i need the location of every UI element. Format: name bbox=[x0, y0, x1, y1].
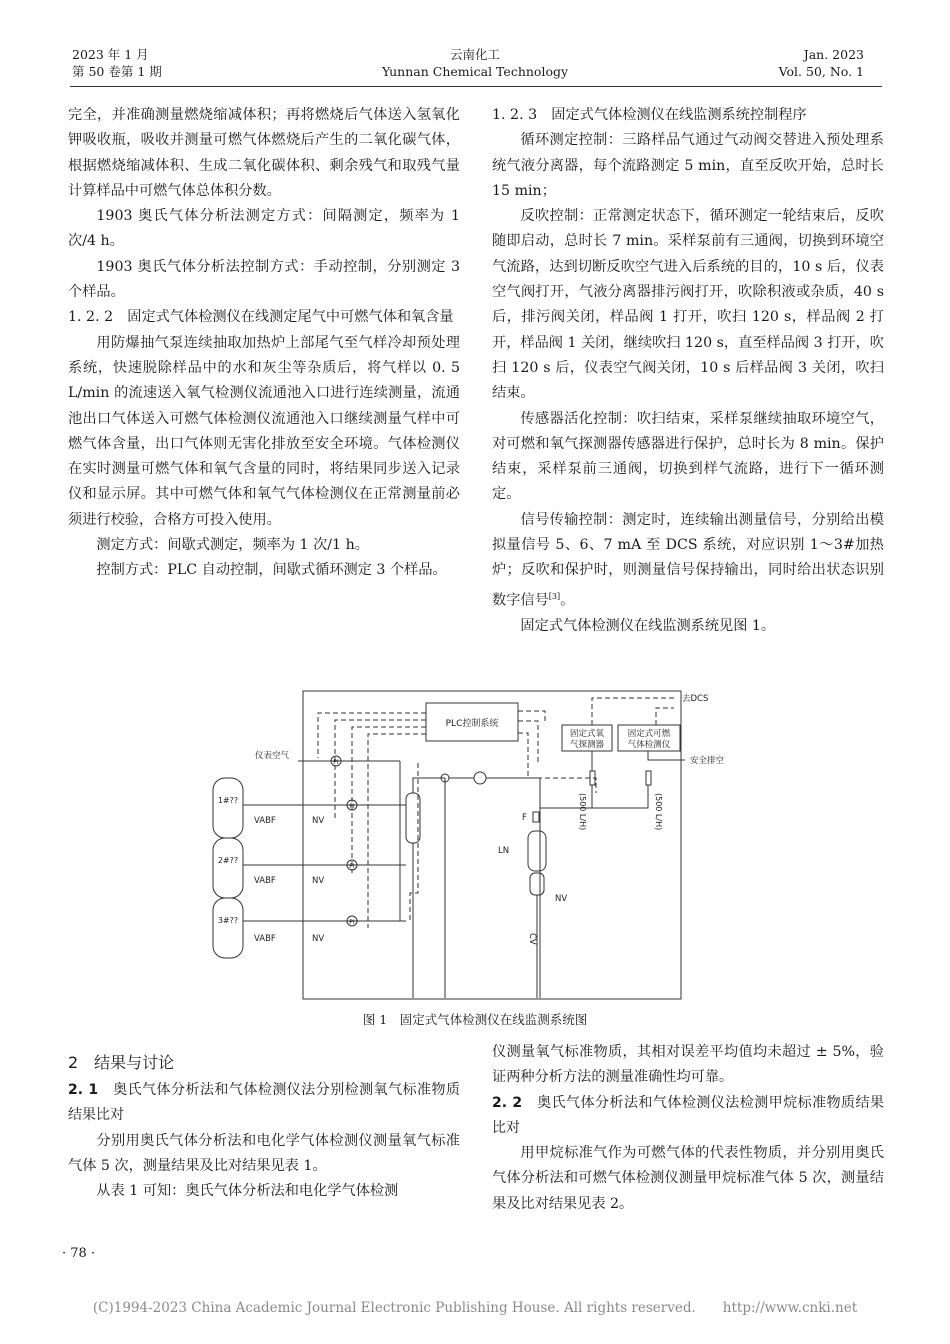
right-column-bottom bbox=[492, 1040, 884, 1217]
sample-manifold bbox=[400, 761, 406, 921]
nv-drain-label: NV bbox=[555, 894, 568, 904]
nv-1-label: NV bbox=[312, 816, 325, 826]
vabf-2-label: VABF bbox=[254, 876, 276, 886]
header-rule bbox=[70, 86, 882, 87]
volume-issue: 第 50 卷第 1 期 bbox=[72, 64, 162, 79]
paragraph: 用防爆抽气泵连续抽取加热炉上部尾气至气样冷却预处理系统，快速脱除样品中的水和灰尘等杂质后，将气样以 0. 5 L/min 的流速送入氧气检测仪流通池入口进行连续测量，流通池出口气体送入可燃气体检测仪流通池入口继续测量气样中可燃气体含量，出口气体则无害化排放至安全环境。气体检测仪在实时测量可燃气体和氧气含量的同时，将结果同步送入记录仪和显示屏。其中可燃气体和氧气气体检测仪在正常测量前必须进行校验，合格方可投入使用。 bbox=[68, 334, 460, 528]
paragraph: 1903 奥氏气体分析法控制方式：手动控制，分别测定 3 个样品。 bbox=[68, 258, 460, 301]
subsection-heading-1-2-3: 1. 2. 3 固定式气体检测仪在线监测系统控制程序 bbox=[492, 107, 807, 123]
issue-date-en: Jan. 2023 bbox=[803, 47, 864, 62]
furnace-3 bbox=[213, 898, 400, 958]
nv-3-label: NV bbox=[312, 934, 325, 944]
nv-2-label: NV bbox=[312, 876, 325, 886]
furnace-2-label: 2#?? bbox=[217, 856, 239, 865]
cooler bbox=[528, 831, 546, 871]
cv-label: CV bbox=[527, 933, 537, 945]
plc-label: PLC控制系统 bbox=[445, 719, 499, 729]
flow-rate-1: (500 L/H) bbox=[578, 793, 587, 831]
issue-date: 2023 年 1 月 bbox=[72, 47, 149, 62]
pump-lines bbox=[445, 778, 540, 998]
furnace-1 bbox=[213, 778, 400, 838]
paragraph: 循环测定控制：三路样品气通过气动阀交替进入预处理系统气液分离器，每个流路测定 5 min，直至反吹开始，总时长 15 min； bbox=[492, 132, 884, 199]
left-column-bottom bbox=[68, 1048, 460, 1204]
volume-issue-en: Vol. 50, No. 1 bbox=[778, 64, 864, 79]
paragraph: 信号传输控制：测定时，连续输出测量信号，分别给出模拟量信号 5、6、7 mA 至 DCS 系统，对应识别 1～3#加热炉；反吹和保护时，则测量信号保持输出，同时给出状态识别数字信号[3]。 bbox=[492, 511, 884, 609]
page-number: · 78 · bbox=[62, 1246, 96, 1261]
left-column-top bbox=[68, 103, 460, 584]
subsection-heading-1-2-2: 1. 2. 2 固定式气体检测仪在线测定尾气中可燃气体和氧含量 bbox=[68, 309, 454, 326]
subsection-number: 2. 2 bbox=[492, 1094, 523, 1111]
o2-detector-label-2: 气探测器 bbox=[569, 740, 605, 750]
vent-line bbox=[648, 751, 685, 760]
paragraph: 固定式气体检测仪在线监测系统见图 1。 bbox=[520, 617, 776, 634]
vabf-3-label: VABF bbox=[254, 934, 276, 944]
furnace-3-label: 3#?? bbox=[217, 916, 239, 925]
furnace-1-label: 1#?? bbox=[217, 796, 239, 805]
vabf-1-label: VABF bbox=[254, 816, 276, 826]
to-dcs-label: 去DCS bbox=[682, 694, 709, 704]
citation-ref[interactable]: [3] bbox=[548, 591, 561, 601]
section-heading: 2 结果与讨论 bbox=[68, 1053, 175, 1072]
control-signal-lines bbox=[318, 698, 674, 928]
combustible-detector-label-2: 气体检测仪 bbox=[627, 740, 671, 750]
furnace-2 bbox=[213, 838, 400, 898]
flow-rate-2: (500 L/H) bbox=[654, 793, 663, 831]
subsection-title: 奥氏气体分析法和气体检测仪法分别检测氧气标准物质结果比对 bbox=[68, 1082, 460, 1124]
paragraph: 分别用奥氏气体分析法和电化学气体检测仪测量氧气标准气体 5 次，测量结果及比对结果见表 1。 bbox=[68, 1132, 460, 1174]
detector-lines bbox=[540, 751, 648, 838]
paragraph: 完全，并准确测量燃烧缩减体积；再将燃烧后气体送入氢氧化钾吸收瓶，吸收并测量可燃气体燃烧后产生的二氧化碳气体，根据燃烧缩减体积、生成二氧化碳体积、剩余残气和取残气量计算样品中可燃气体总体积分数。 bbox=[68, 107, 460, 199]
flowmeter-2 bbox=[646, 771, 651, 785]
paragraph: 测定方式：间歇式测定，频率为 1 次/1 h。 bbox=[96, 537, 369, 554]
monitoring-system-diagram bbox=[200, 683, 755, 1005]
subsection-heading-2-1 bbox=[68, 1078, 460, 1129]
paragraph-text: 信号传输控制：测定时，连续输出测量信号，分别给出模拟量信号 5、6、7 mA 至 DCS 系统，对应识别 1～3#加热炉；反吹和保护时，则测量信号保持输出，同时给出状态识别数字信号 bbox=[492, 511, 884, 609]
safe-vent-label: 安全排空 bbox=[690, 756, 725, 766]
subsection-title: 奥氏气体分析法和气体检测仪法检测甲烷标准物质结果比对 bbox=[492, 1094, 884, 1136]
instrument-air-label: 仪表空气 bbox=[255, 751, 290, 761]
paragraph: 反吹控制：正常测定状态下，循环测定一轮结束后，反吹随即启动，总时长 7 min。采样泵前有三通阀，切换到环境空气流路，达到切断反吹空气进入后系统的目的，10 s 后，仪表空气阀打开，气液分离器排污阀打开，吹除积液或杂质，40 s 后，排污阀关闭，样品阀 1 打开，吹扫 120 s，样品阀 2 打开，样品阀 1 关闭，继续吹扫 120 s，直至样品阀 3 打开，吹扫 120 s 后，仪表空气阀关闭，10 s 后样品阀 3 关闭，吹扫结束。 bbox=[492, 208, 884, 402]
journal-title-cn: 云南化工 bbox=[449, 47, 500, 62]
enclosure-frame bbox=[303, 691, 681, 999]
paragraph: 从表 1 可知：奥氏气体分析法和电化学气体检测 bbox=[96, 1183, 399, 1200]
o2-detector-label-1: 固定式氧 bbox=[569, 729, 605, 739]
journal-title-en: Yunnan Chemical Technology bbox=[381, 64, 569, 79]
combustible-detector-label-1: 固定式可燃 bbox=[627, 729, 671, 739]
paragraph: 传感器活化控制：吹扫结束，采样泵继续抽取环境空气，对可燃和氧气探测器传感器进行保护，总时长为 8 min。保护结束，采样泵前三通阀，切换到样气流路，进行下一循环测定。 bbox=[492, 410, 884, 503]
drain-pot bbox=[530, 873, 544, 895]
subsection-number: 2. 1 bbox=[68, 1082, 99, 1098]
sample-pump bbox=[474, 772, 486, 784]
f-label: F bbox=[522, 813, 527, 823]
pi-3: PI bbox=[349, 863, 355, 870]
copyright-line: (C)1994-2023 China Academic Journal Electronic Publishing House. All rights reserved. http://www.cnki.net bbox=[92, 1300, 858, 1316]
paragraph: 仪测量氧气标准物质，其相对误差平均值均未超过 ± 5%，验证两种分析方法的测量准确性均可靠。 bbox=[492, 1044, 884, 1086]
pi-4: PI bbox=[349, 919, 355, 926]
running-header-right bbox=[779, 46, 864, 80]
ln-label: LN bbox=[498, 846, 510, 856]
figure-caption: 图 1 固定式气体检测仪在线监测系统图 bbox=[362, 1012, 588, 1027]
subsection-heading-2-2 bbox=[492, 1091, 884, 1142]
paragraph: 控制方式：PLC 自动控制，间歇式循环测定 3 个样品。 bbox=[96, 562, 447, 579]
paragraph: 1903 奥氏气体分析法测定方式：间隔测定，频率为 1 次/4 h。 bbox=[68, 208, 460, 250]
filter bbox=[533, 812, 539, 822]
right-column-top bbox=[492, 103, 884, 639]
pi-2: PI bbox=[349, 803, 355, 810]
paragraph: 用甲烷标准气作为可燃气体的代表性物质，并分别用奥氏气体分析法和可燃气体检测仪测量甲烷标准气体 5 次，测量结果及比对结果见表 2。 bbox=[492, 1145, 884, 1212]
pi-1: PI bbox=[333, 759, 339, 766]
